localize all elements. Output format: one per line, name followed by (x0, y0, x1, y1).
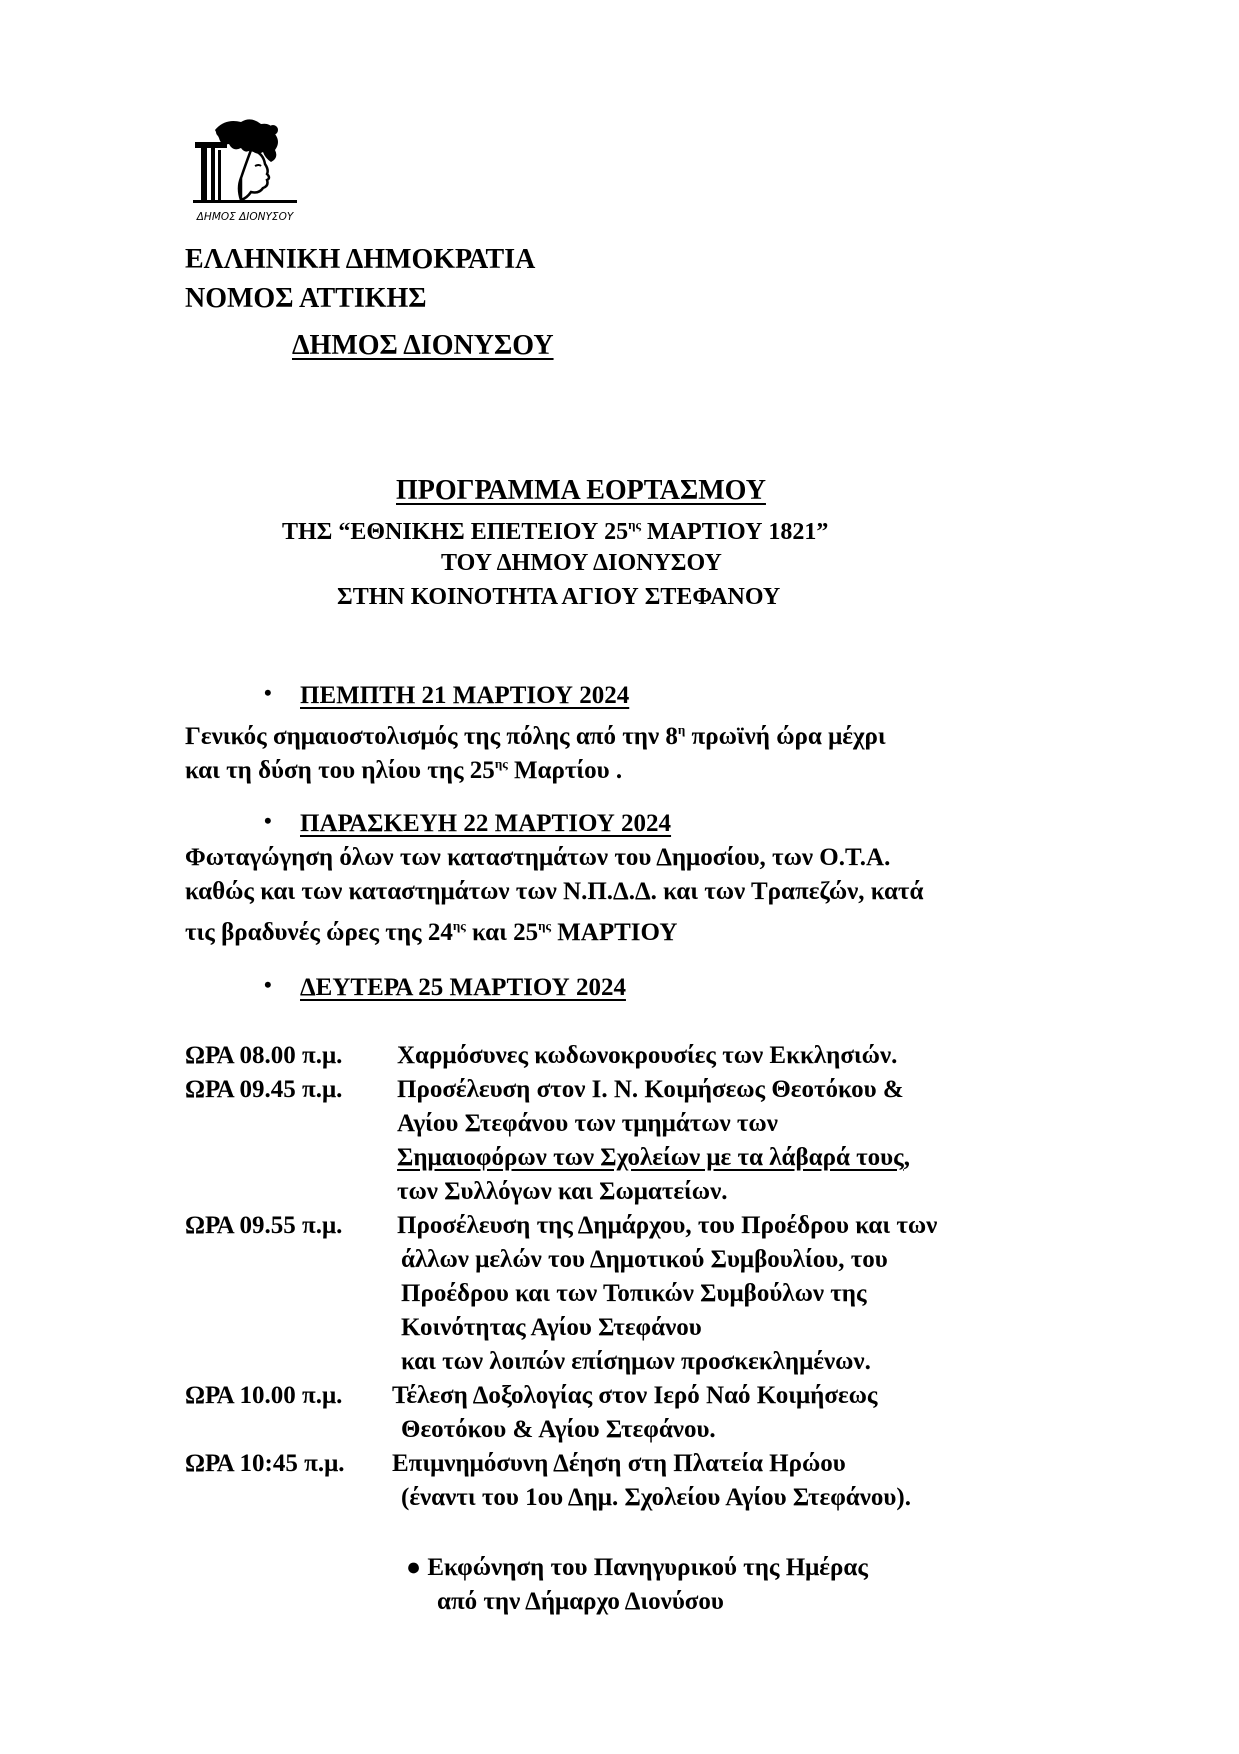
section-friday-heading: ΠΑΡΑΣΚΕΥΗ 22 ΜΑΡΤΙΟΥ 2024 (300, 810, 672, 837)
section-monday-heading: ΔΕΥΤΕΡΑ 25 ΜΑΡΤΙΟΥ 2024 (300, 974, 626, 1001)
section-friday-line-3: τις βραδυνές ώρες της $24^{\eta\varsigma}$ και $25^{\eta\varsigma}$ ΜΑΡΤΙΟΥ (185, 918, 678, 946)
program-title: ΠΡΟΓΡΑΜΜΑ ΕΟΡΤΑΣΜΟΥ (396, 475, 766, 506)
event-description: Θεοτόκου & Αγίου Στεφάνου. (401, 1416, 716, 1443)
section-thursday-line-2: και τη δύση του ηλίου της $25^{\eta\varsigma}$ Μαρτίου . (185, 756, 623, 784)
event-description: Τέλεση Δοξολογίας στον Ιερό Ναό Κοιμήσεως (392, 1382, 878, 1409)
event-time: ΩΡΑ 10:45 π.μ. (185, 1450, 345, 1477)
section-friday-line-1: Φωταγώγηση όλων των καταστημάτων του Δημοσίου, των Ο.Τ.Α. (185, 844, 891, 871)
program-subtitle-2: ΤΟΥ ΔΗΜΟΥ ΔΙΟΝΥΣΟΥ (441, 550, 722, 576)
bullet-icon: • (264, 808, 272, 833)
speech-line-2: από την Δήμαρχο Διονύσου (437, 1588, 724, 1615)
event-description: Επιμνημόσυνη Δέηση στη Πλατεία Ηρώου (392, 1450, 846, 1477)
event-description: Χαρμόσυνες κωδωνοκρουσίες των Εκκλησιών. (397, 1042, 898, 1069)
event-description: και των λοιπών επίσημων προσκεκλημένων. (401, 1348, 871, 1375)
event-description: Αγίου Στεφάνου των τμημάτων των (397, 1110, 778, 1137)
header-prefecture: ΝΟΜΟΣ ΑΤΤΙΚΗΣ (185, 283, 427, 314)
event-description: Προέδρου και των Τοπικών Συμβούλων της (401, 1280, 867, 1307)
program-subtitle-1: ΤΗΣ “ΕΘΝΙΚΗΣ ΕΠΕΤΕΙΟΥ $25^{\eta\varsigma}$ ΜΑΡΤΙΟΥ 1821” (282, 517, 829, 545)
municipality-logo (185, 118, 306, 228)
event-description: Κοινότητας Αγίου Στεφάνου (401, 1314, 702, 1341)
section-friday-line-2: καθώς και των καταστημάτων των Ν.Π.Δ.Δ. και των Τραπεζών, κατά (185, 878, 924, 905)
logo-caption: ΔΗΜΟΣ ΔΙΟΝΥΣΟΥ (196, 211, 294, 223)
bullet-icon: • (264, 680, 272, 705)
header-municipality: ΔΗΜΟΣ ΔΙΟΝΥΣΟΥ (292, 330, 554, 361)
event-time: ΩΡΑ 08.00 π.μ. (185, 1042, 343, 1069)
speech-line-1: ● Εκφώνηση του Πανηγυρικού της Ημέρας (406, 1554, 868, 1581)
header-republic: ΕΛΛΗΝΙΚΗ ΔΗΜΟΚΡΑΤΙΑ (185, 244, 536, 275)
event-time: ΩΡΑ 09.55 π.μ. (185, 1212, 343, 1239)
dionysus-head-icon (185, 118, 306, 228)
program-subtitle-3: ΣΤΗΝ ΚΟΙΝΟΤΗΤΑ ΑΓΙΟΥ ΣΤΕΦΑΝΟΥ (337, 584, 781, 610)
event-description: Προσέλευση στον Ι. Ν. Κοιμήσεως Θεοτόκου & (397, 1076, 904, 1103)
event-description: των Συλλόγων και Σωματείων. (397, 1178, 728, 1205)
event-description: άλλων μελών του Δημοτικού Συμβουλίου, του (401, 1246, 888, 1273)
section-thursday-heading: ΠΕΜΠΤΗ 21 ΜΑΡΤΙΟΥ 2024 (300, 682, 630, 709)
bullet-icon: • (264, 972, 272, 997)
event-description: Προσέλευση της Δημάρχου, του Προέδρου και των (397, 1212, 938, 1239)
event-time: ΩΡΑ 10.00 π.μ. (185, 1382, 343, 1409)
section-thursday-line-1: Γενικός σημαιοστολισμός της πόλης από την $8^\eta$ πρωϊνή ώρα μέχρι (185, 722, 886, 750)
event-description: Σημαιοφόρων των Σχολείων με τα λάβαρά τους, (397, 1144, 910, 1171)
event-description: (έναντι του 1ου Δημ. Σχολείου Αγίου Στεφάνου). (401, 1484, 911, 1511)
event-time: ΩΡΑ 09.45 π.μ. (185, 1076, 343, 1103)
